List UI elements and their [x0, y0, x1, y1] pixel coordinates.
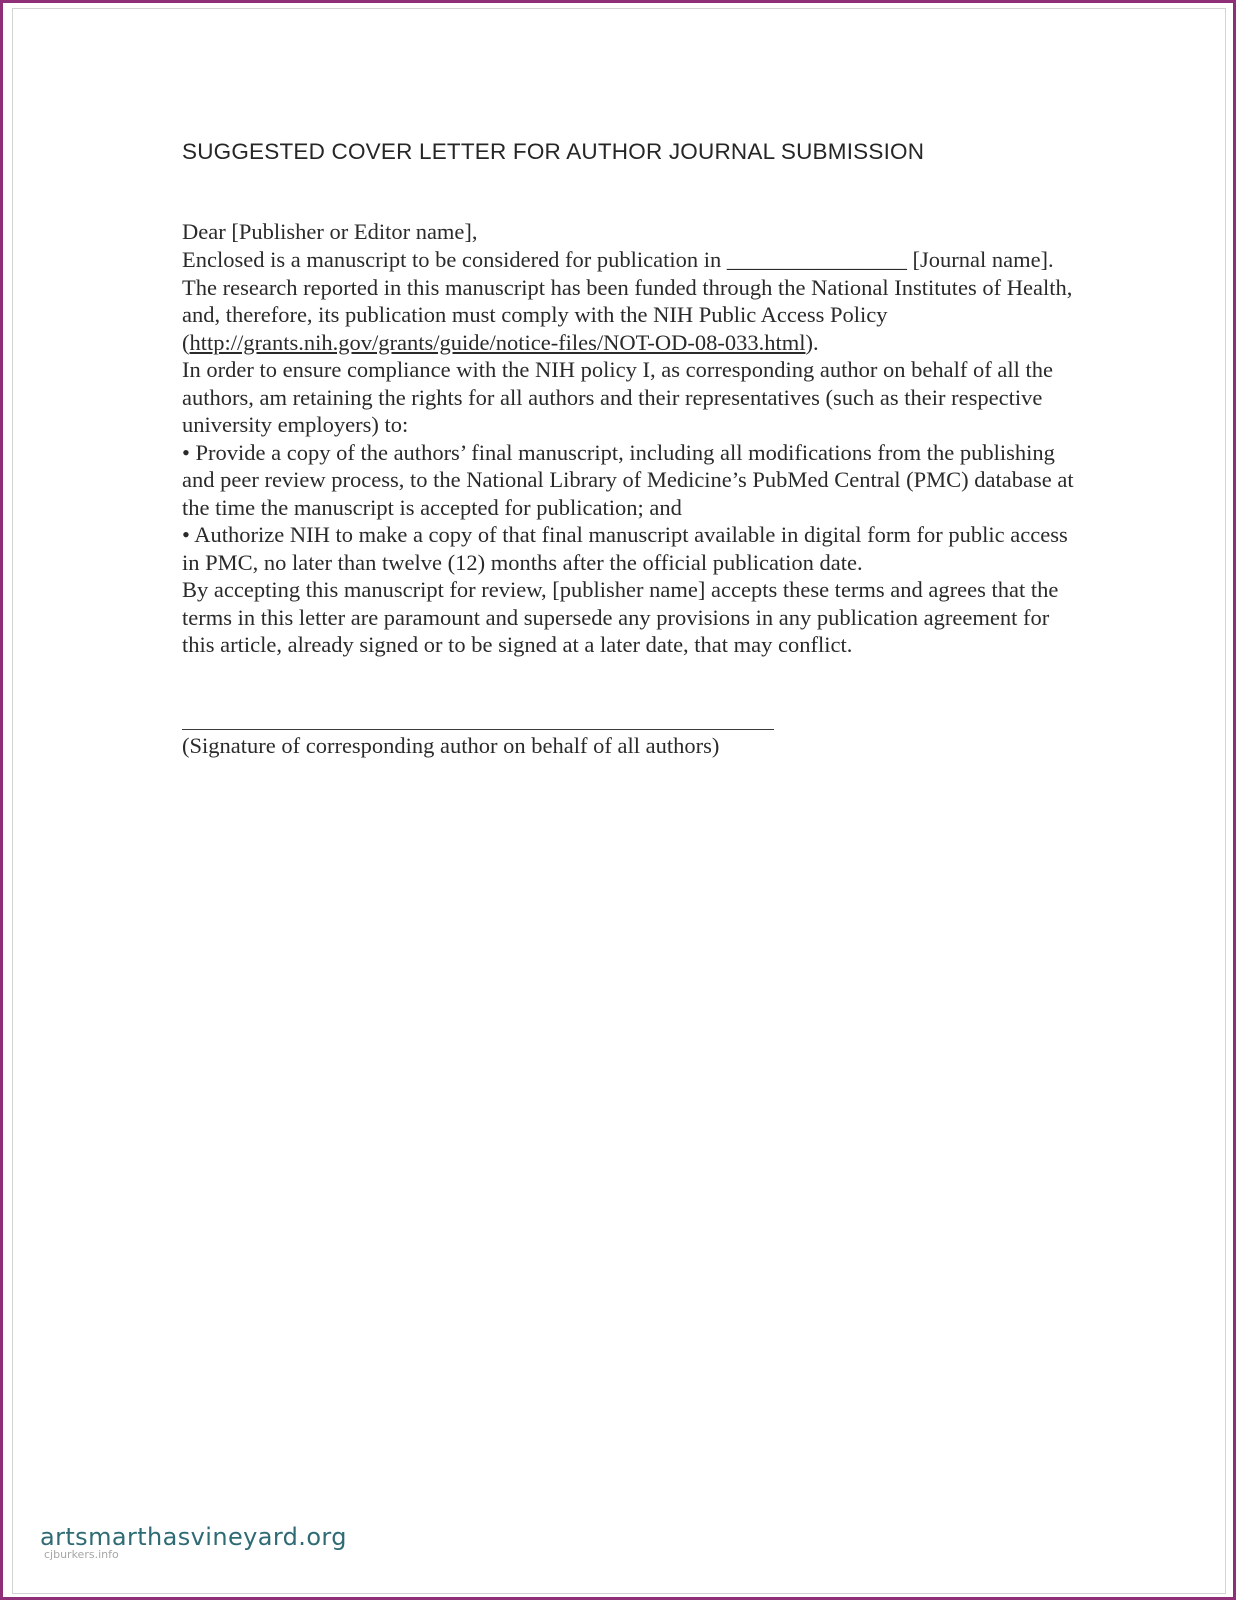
bullet-item: • Provide a copy of the authors’ final manuscript, including all modifications from the publishing and peer review process, to the National Library of Medicine’s PubMed Central (PMC) database at the time the manuscript is accepted for publication; and: [182, 439, 1074, 520]
bullet-item: • Authorize NIH to make a copy of that final manuscript available in digital form for public access in PMC, no later than twelve (12) months after the official publication date.: [182, 522, 1068, 575]
signature-line: [182, 709, 774, 730]
paragraph-enclosed: [182, 246, 1082, 356]
paragraph-enclosed-end: ).: [805, 329, 819, 355]
paragraph-enclosed-text: Enclosed is a manuscript to be considered for publication in ________________ [Journal name]. The research reported in this manuscript has been funded through the National Institutes of Health, and, therefore, its publication must comply with the NIH Public Access Policy (: [182, 247, 1073, 355]
watermark-small-text: cjburkers.info: [44, 1548, 119, 1561]
paragraph-acceptance: By accepting this manuscript for review, [publisher name] accepts these terms and agrees that the terms in this letter are paramount and supersede any provisions in any publication agreement for this article, already signed or to be signed at a later date, that may conflict.: [182, 577, 1059, 657]
nih-policy-link[interactable]: http://grants.nih.gov/grants/guide/notice-files/NOT-OD-08-033.html: [189, 329, 806, 355]
document-title: SUGGESTED COVER LETTER FOR AUTHOR JOURNAL SUBMISSION: [182, 139, 925, 164]
paragraph-compliance: In order to ensure compliance with the NIH policy I, as corresponding author on behalf of all the authors, am retaining the rights for all authors and their representatives (such as their respective university employers) to:: [182, 357, 1053, 437]
watermark-text: artsmarthasvineyard.org: [40, 1523, 347, 1551]
bullet-list: [182, 439, 1082, 577]
signature-caption: (Signature of corresponding author on behalf of all authors): [182, 732, 720, 758]
signature-block: [182, 709, 1082, 760]
salutation: Dear [Publisher or Editor name],: [182, 219, 478, 244]
letter-page: [182, 138, 1082, 760]
